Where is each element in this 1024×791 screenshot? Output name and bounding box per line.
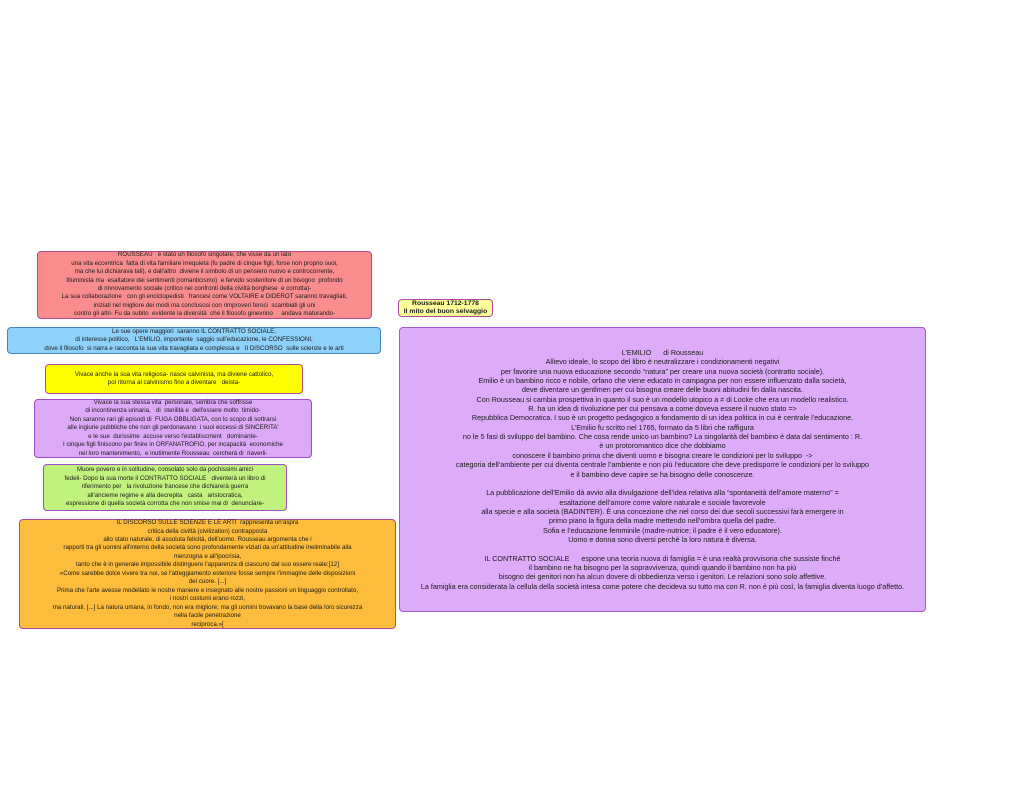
- topic-text-line: La pubblicazione dell’Emilio dà avvio alla divulgazione dell’idea relativa alla “spontaneità dell’amore materno” =: [486, 488, 839, 498]
- topic-paragraph: [456, 348, 869, 479]
- topic-text-line: riferimento per la rivoluzione francese che dichiarerà guerra: [81, 483, 249, 491]
- major-works-topic[interactable]: [7, 327, 381, 354]
- topic-text-line: Prima che l'arte avesse modellato le nostre maniere e insegnato alle nostre passioni un linguaggio controllato,: [56, 586, 359, 594]
- topic-text-line: Rousseau 1712-1778: [412, 299, 479, 307]
- topic-text-line: di rinnovamento sociale (critico nei confronti della civiltà borghese e corrotta)-: [97, 285, 312, 292]
- topic-text-line: L’EMILIO di Rousseau: [621, 347, 704, 357]
- biography-topic[interactable]: [37, 251, 372, 319]
- topic-text-line: i nostri costumi erano rozzi,: [169, 595, 246, 603]
- topic-text-line: espressione di quella società corrotta che non smise mai di denunciare-: [65, 500, 265, 508]
- topic-text-line: conoscere il bambino prima che diventi uomo e bisogna creare le condizioni per lo sviluppo ->: [512, 450, 813, 460]
- topic-text-line: è un protoromantico dice che dobbiamo: [599, 441, 726, 451]
- topic-text-line: il bambino ne ha bisogno per la sopravvivenza, quindi quando il bambino non ha più: [528, 563, 797, 573]
- topic-paragraph: [44, 328, 343, 353]
- topic-text-line: Vivace anche la sua vita religiosa- nasce calvinista, ma diviene cattolico,: [74, 370, 274, 378]
- topic-text-line: Le sue opere maggiori saranno IL CONTRATTO SOCIALE,: [112, 327, 276, 335]
- topic-text-line: esaltazione dell’amore come valore naturale e sociale favorevole: [559, 497, 766, 507]
- topic-text-line: Emilio è un bambino ricco e nobile, orfano che viene educato in campagna per non essere influenzato dalla società,: [478, 375, 847, 385]
- topic-text-line: Il mito del buon selvaggio: [403, 308, 488, 315]
- topic-text-line: bisogno dei genitori non ha alcun dovere di obbedienza verso i genitori. Le relazioni sono solo affettive.: [498, 572, 827, 582]
- topic-text-line: di incontinenza urinaria, di sterilità e dell'essere molto timido-: [85, 407, 261, 415]
- religious-life-topic[interactable]: [45, 364, 303, 394]
- topic-paragraph: [75, 371, 273, 388]
- topic-text-line: iniziati nel migliore dei modi ma conclusosi con rimproveri feroci scambiati gli uni: [93, 301, 316, 309]
- topic-paragraph: [65, 466, 266, 508]
- topic-text-line: fedeli- Dopo la sua morte il CONTRATTO SOCIALE diventerà un libro di: [64, 474, 266, 482]
- topic-text-line: all'ancieme regime e alla decrepita casta aristocratica,: [87, 491, 243, 499]
- topic-text-line: Repubblica Democratica. I suo è un progetto pedagogico a fondamento di un idea politica in cui è centrale l’educazione.: [471, 413, 854, 423]
- topic-text-line: poi ritorna al calvinismo fino a diventare deista-: [107, 379, 241, 386]
- topic-text-line: «Come sarebbe dolce vivere tra noi, se l'atteggiamento esteriore fosse sempre l'immagine delle disposizioni: [59, 569, 356, 577]
- topic-text-line: Illuminista ma esaltatore dei sentimenti (romanticismo) e fervido sostenitore di un bisogno profondo: [66, 276, 343, 284]
- topic-text-line: alla specie e alla società (BADINTER). È una concezione che nel corso dei due secoli successivi farà emergere in: [481, 506, 844, 516]
- topic-paragraph: [63, 399, 283, 458]
- topic-text-line: IL DISCORSO SULLE SCIENZE E LE ARTI rappresenta un'aspra: [116, 519, 299, 527]
- topic-text-line: contro gli altri- Fu da subito evidente la diversità che il filosofo ginevrino andava maturando-: [73, 310, 336, 318]
- topic-paragraph: [62, 251, 348, 318]
- topic-text-line: dove il filosofo si narra e racconta la sua vita travagliata e complessa e Il DISCORSO sulle scienze e le arti: [44, 344, 344, 352]
- topic-text-line: tanto che è in generale impossibile distinguere l'apparenza di ciascuno dal suo essere reale:[12]: [76, 561, 339, 569]
- topic-text-line: e le sue durissime accuse verso l'establiscment dominante-: [88, 432, 258, 440]
- topic-text-line: nella facile penetrazione: [174, 612, 241, 620]
- topic-text-line: deve diventare un gentlmen per cui bisogna creare delle buoni abitudini fin dalla nascita.: [522, 385, 803, 395]
- topic-text-line: ROUSSEAU è stato un filosofo singolare, che visse da un lato: [117, 251, 292, 259]
- topic-text-line: reciproca.»[: [191, 620, 224, 628]
- emile-topic[interactable]: [399, 327, 926, 612]
- topic-text-line: critica della civiltà (civilization) contrapposta: [147, 527, 268, 535]
- topic-text-line: L’Emilio fu scritto nel 1765, formato da 5 libri che raffigura: [571, 422, 754, 432]
- death-legacy-topic[interactable]: [43, 464, 287, 511]
- topic-text-line: menzogna e all'ipocrisia,: [173, 552, 242, 560]
- topic-text-line: Muore povero e in solitudine, consolato solo da pochissimi amici: [76, 466, 254, 474]
- topic-text-line: Uomo e donna sono diversi perché la loro natura è diversa.: [568, 535, 757, 545]
- discourse-topic[interactable]: [19, 519, 396, 629]
- topic-text-line: per favorire una nuova educazione secondo “natura” per creare una nuova società (contratto sociale).: [500, 366, 825, 376]
- topic-text-line: nel loro mantenimento, e inutilmente Rousseau cercherà di riaverli-: [78, 449, 268, 457]
- topic-text-line: Vivace la sua stessa vita personale, sembra che soffrisse: [93, 398, 253, 406]
- personal-life-topic[interactable]: [34, 399, 312, 458]
- topic-text-line: del cuore. [...]: [188, 578, 227, 586]
- topic-text-line: Sofia e l’educazione femminile (madre-nutrice; il padre è il vero educatore).: [543, 525, 782, 535]
- topic-text-line: IL CONTRATTO SOCIALE espone una teoria nuova di famiglia = è una realtà provvisoria che sussiste finché: [484, 553, 841, 563]
- topic-text-line: R. ha un idea di rivoluzione per cui pensava a come doveva essere il nuovo stato =>: [528, 403, 797, 413]
- topic-paragraph: [53, 519, 363, 629]
- topic-text-line: ma che lui dichiarava tali), e dall'altro diviene il simbolo di un pensiero nuovo e controcorrente,: [74, 268, 335, 276]
- topic-text-line: primo piano la figura della madre mettendo nell’ombra quella del padre.: [549, 516, 776, 526]
- topic-text-line: rapporti tra gli uomini all'interno della società sono profondamente viziati da un'attitudine ineliminabile alla: [63, 544, 352, 552]
- topic-paragraph: [421, 554, 904, 591]
- topic-text-line: di interesse politico, L'EMILIO, importante saggio sull'educazione, le CONFESSIONI,: [75, 336, 313, 344]
- topic-paragraph: [404, 300, 487, 317]
- topic-text-line: Non saranno rari gli episodi di FUGA OBBLIGATA, con lo scopo di sottrarsi: [69, 415, 277, 423]
- topic-paragraph: [481, 488, 843, 544]
- topic-text-line: una vita eccentrica fatta di vita familiare irrequieta (fu padre di cinque figli, forse non proprio suoi,: [71, 259, 338, 267]
- topic-text-line: no le 5 fasi di sviluppo del bambino. Che cosa rende unico un bambino? La singolarità del bambino è data dal sentimento : R.: [462, 432, 863, 442]
- topic-text-line: Allievo ideale, lo scopo del libro è neutralizzare i condizionamenti negativi: [545, 357, 780, 367]
- topic-text-line: I cinque figli finiscono per finire in ORFANATROFIO, per incapacità economiche: [63, 441, 283, 449]
- topic-text-line: ma naturali. [...] La natura umana, in fondo, non era migliore; ma gli uomini trovavano la base della loro sicurezza: [52, 603, 363, 611]
- topic-text-line: e il bambino deve capire se ha bisogno delle conoscenze.: [570, 469, 755, 479]
- topic-text-line: La sua collaborazione con gli enciclopedisti francesi come VOLTAIRE e DIDEROT saranno travagliati,: [61, 293, 348, 301]
- topic-text-line: allo stato naturale, di assoluta felicità, dell'uomo. Rousseau argomenta che i: [103, 535, 312, 543]
- central-topic[interactable]: [398, 299, 493, 317]
- topic-text-line: Con Rousseau si cambia prospettiva in quanto il suo è un modello utopico a ≠ di Locke che era un modello realistico.: [476, 394, 849, 404]
- topic-text-line: alle ingiurie pubbliche che non gli perdonavano i suoi eccessi di SINCERITA': [67, 424, 279, 432]
- topic-text-line: categoria dell’ambiente per cui diventa centrale l’ambiente e non più l’educatore che deve predisporre le condizioni per lo sviluppo: [455, 460, 870, 470]
- topic-text-line: La famiglia era considerata la cellula della società intesa come potere che decideva su tutto ma con R. non è più così, la famiglia diventa luogo d’affetto.: [420, 581, 905, 591]
